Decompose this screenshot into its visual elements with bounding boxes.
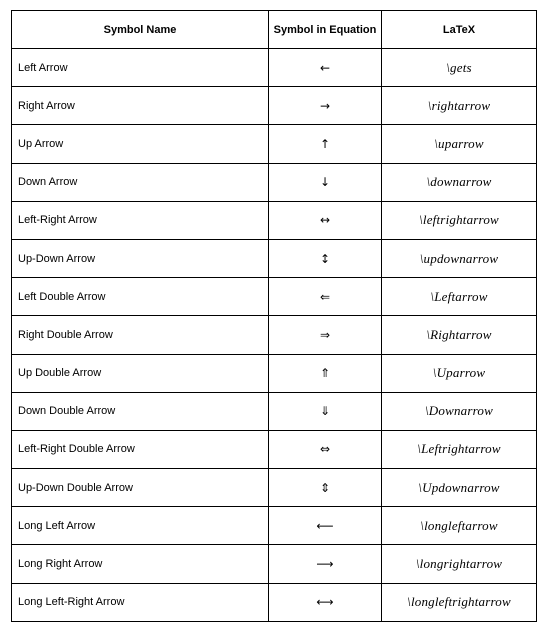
table-row: [12, 278, 537, 316]
arrow-symbol-cell: ↑: [269, 125, 382, 163]
latex-command-cell: \Updownarrow: [382, 469, 537, 507]
symbol-name-cell: Left-Right Arrow: [12, 201, 269, 239]
symbol-name-cell: Up-Down Arrow: [12, 239, 269, 277]
latex-command-cell: \downarrow: [382, 163, 537, 201]
table-row: [12, 507, 537, 545]
table-row: [12, 392, 537, 430]
header-row: [12, 11, 537, 49]
symbol-name-cell: Up Arrow: [12, 125, 269, 163]
latex-command-cell: \uparrow: [382, 125, 537, 163]
table-row: [12, 125, 537, 163]
arrow-symbol-cell: ←: [269, 49, 382, 87]
symbol-name-cell: Up Double Arrow: [12, 354, 269, 392]
symbol-name-cell: Long Left Arrow: [12, 507, 269, 545]
table-row: [12, 354, 537, 392]
table-row: [12, 430, 537, 468]
latex-command-cell: \Uparrow: [382, 354, 537, 392]
symbol-name-cell: Down Double Arrow: [12, 392, 269, 430]
symbol-name-cell: Down Arrow: [12, 163, 269, 201]
symbol-name-cell: Long Left-Right Arrow: [12, 583, 269, 621]
table-row: [12, 49, 537, 87]
arrow-symbol-cell: ↕: [269, 239, 382, 277]
symbol-name-cell: Right Double Arrow: [12, 316, 269, 354]
table-row: [12, 163, 537, 201]
arrow-symbol-cell: ⇑: [269, 354, 382, 392]
arrow-symbol-cell: ⟷: [269, 583, 382, 621]
latex-command-cell: \gets: [382, 49, 537, 87]
arrow-symbol-cell: ⇓: [269, 392, 382, 430]
latex-command-cell: \Leftarrow: [382, 278, 537, 316]
latex-command-cell: \longrightarrow: [382, 545, 537, 583]
table-row: [12, 545, 537, 583]
arrow-symbol-cell: ⇐: [269, 278, 382, 316]
table-row: [12, 239, 537, 277]
latex-command-cell: \longleftrightarrow: [382, 583, 537, 621]
arrow-symbol-cell: ↔: [269, 201, 382, 239]
table-row: [12, 469, 537, 507]
symbol-name-cell: Up-Down Double Arrow: [12, 469, 269, 507]
table-row: [12, 316, 537, 354]
arrow-symbol-table: [11, 10, 537, 622]
arrow-symbol-cell: ⟵: [269, 507, 382, 545]
header-symbol-name: Symbol Name: [12, 11, 269, 49]
table-header: [12, 11, 537, 49]
table-row: [12, 583, 537, 621]
symbol-name-cell: Long Right Arrow: [12, 545, 269, 583]
table-row: [12, 87, 537, 125]
arrow-symbol-cell: →: [269, 87, 382, 125]
symbol-name-cell: Right Arrow: [12, 87, 269, 125]
symbol-name-cell: Left-Right Double Arrow: [12, 430, 269, 468]
latex-command-cell: \Leftrightarrow: [382, 430, 537, 468]
arrow-symbol-cell: ⇒: [269, 316, 382, 354]
arrow-symbol-cell: ⇕: [269, 469, 382, 507]
header-symbol-in-equation: Symbol in Equation: [269, 11, 382, 49]
table-row: [12, 201, 537, 239]
latex-command-cell: \Rightarrow: [382, 316, 537, 354]
arrow-symbol-cell: ↓: [269, 163, 382, 201]
symbol-name-cell: Left Arrow: [12, 49, 269, 87]
table-body: [12, 49, 537, 622]
header-latex: LaTeX: [382, 11, 537, 49]
arrow-symbol-cell: ⇔: [269, 430, 382, 468]
latex-command-cell: \leftrightarrow: [382, 201, 537, 239]
latex-command-cell: \updownarrow: [382, 239, 537, 277]
latex-command-cell: \Downarrow: [382, 392, 537, 430]
symbol-name-cell: Left Double Arrow: [12, 278, 269, 316]
latex-command-cell: \longleftarrow: [382, 507, 537, 545]
arrow-symbol-cell: ⟶: [269, 545, 382, 583]
latex-command-cell: \rightarrow: [382, 87, 537, 125]
